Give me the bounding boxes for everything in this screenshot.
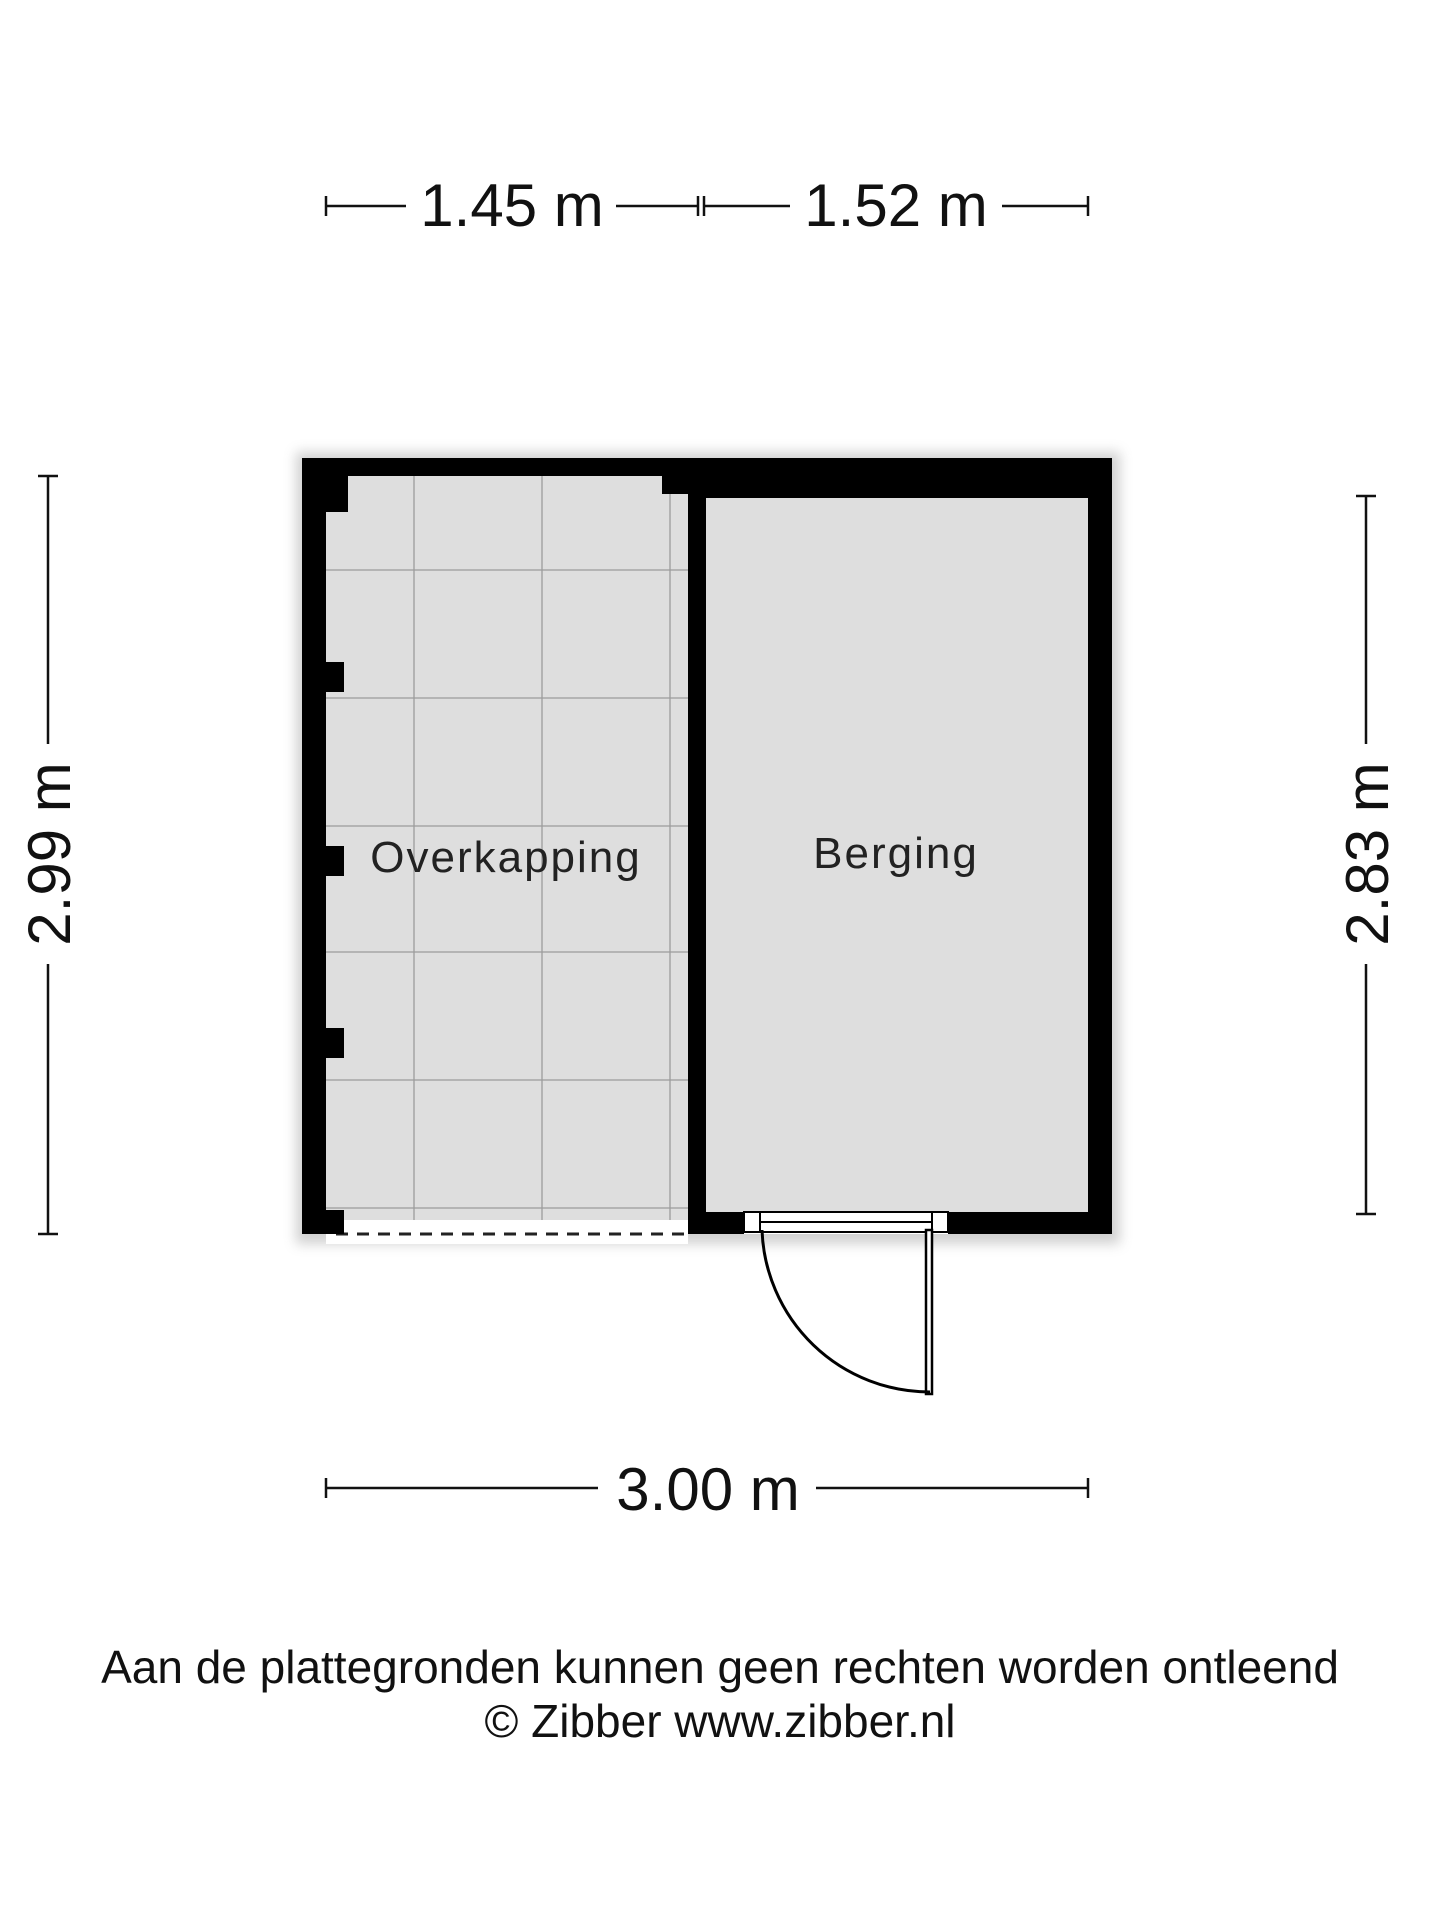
door-leaf [926,1230,932,1394]
dimension-left: 2.99 m [16,762,83,946]
dimension-top-right: 1.52 m [804,172,988,239]
dimension-right: 2.83 m [1334,762,1401,946]
copyright-text: © Zibber www.zibber.nl [484,1695,956,1747]
room-label-berging: Berging [813,829,979,878]
disclaimer-text: Aan de plattegronden kunnen geen rechten worden ontleend [101,1641,1339,1693]
room-label-overkapping: Overkapping [370,833,642,882]
door-swing-arc [762,1230,930,1392]
overkapping-open-edge [326,1220,688,1244]
dimension-top-left: 1.45 m [420,172,604,239]
door-jamb-right [932,1212,948,1232]
dimension-bottom: 3.00 m [616,1456,800,1523]
door-jamb-left [744,1212,760,1232]
